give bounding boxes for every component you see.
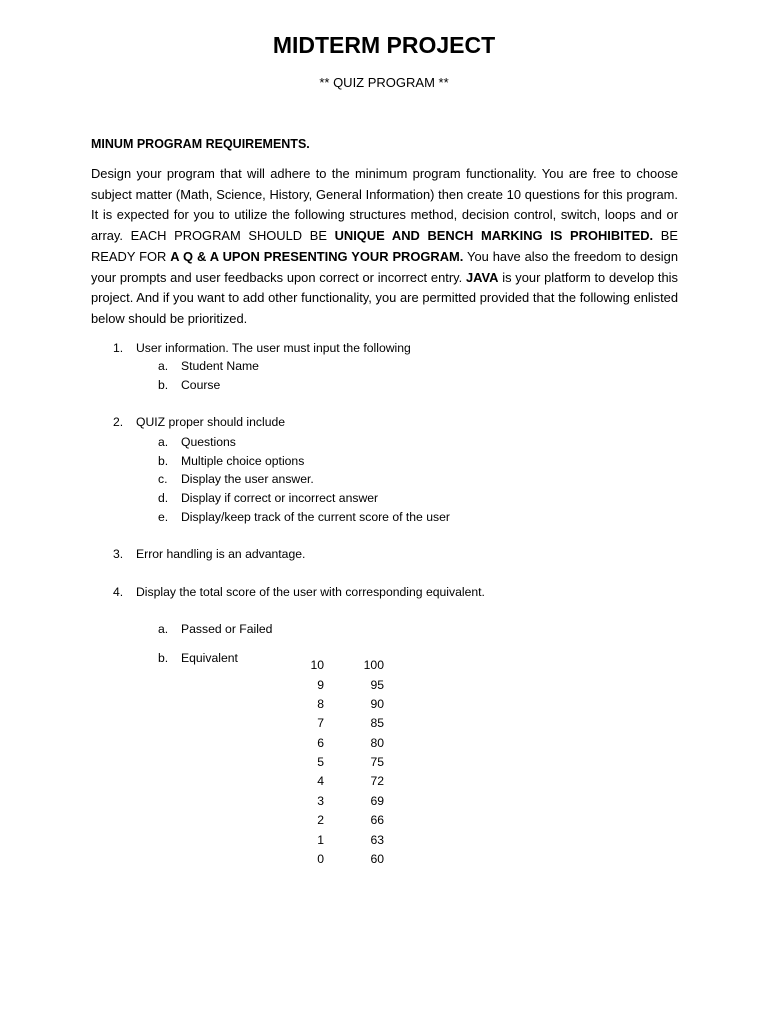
table-cell-equivalent: 63 (370, 833, 384, 847)
table-cell-score: 6 (317, 736, 324, 750)
sublist-item-text: Questions (181, 435, 236, 449)
table-cell-equivalent: 100 (363, 658, 384, 672)
table-cell-score: 8 (317, 697, 324, 711)
table-cell-equivalent: 60 (370, 852, 384, 866)
table-cell-score: 1 (317, 833, 324, 847)
sublist-item-marker: a. (158, 435, 169, 449)
sublist-item-text: Student Name (181, 359, 259, 373)
table-cell-score: 5 (317, 755, 324, 769)
table-cell-score: 10 (310, 658, 324, 672)
sublist-item-marker: b. (158, 454, 169, 468)
list-item-text: QUIZ proper should include (136, 415, 286, 429)
sublist-item-text: Multiple choice options (181, 454, 305, 468)
sublist-item-text: Display/keep track of the current score of the user (181, 510, 450, 524)
paragraph-bold-text: JAVA (465, 269, 499, 285)
table-cell-score: 3 (317, 794, 324, 808)
list-item-marker: 2. (113, 415, 124, 429)
paragraph-text: is your platform to develop this project. And if you want to add other functionality, you are permitted provided that the following enlisted below should be prioritized. (91, 269, 678, 326)
sublist-item-marker: a. (158, 622, 169, 636)
paragraph-text: You have also the freedom to design your prompts and user feedbacks upon correct or incorrect entry. (91, 248, 678, 285)
sublist-item-text: Passed or Failed (181, 622, 273, 636)
list-item-text: User information. The user must input the following (136, 341, 411, 355)
list-item-text: Error handling is an advantage. (136, 547, 306, 561)
page-subtitle: ** QUIZ PROGRAM ** (319, 75, 449, 90)
table-cell-equivalent: 75 (370, 755, 384, 769)
sublist-item-marker: c. (158, 472, 168, 486)
page-title: MIDTERM PROJECT (272, 32, 496, 58)
table-cell-equivalent: 69 (370, 794, 384, 808)
sublist-item-marker: b. (158, 651, 169, 665)
table-cell-equivalent: 66 (370, 813, 384, 827)
requirements-heading: MINUM PROGRAM REQUIREMENTS. (91, 137, 310, 151)
sublist-item-marker: e. (158, 510, 169, 524)
table-cell-score: 9 (317, 678, 324, 692)
table-cell-equivalent: 95 (370, 678, 384, 692)
requirements-paragraph (91, 164, 678, 330)
table-cell-score: 2 (317, 813, 324, 827)
paragraph-bold-text: UNIQUE AND BENCH MARKING IS PROHIBITED. (334, 228, 654, 244)
sublist-item-text: Display if correct or incorrect answer (181, 491, 379, 505)
sublist-item-marker: d. (158, 491, 169, 505)
sublist-item-marker: b. (158, 378, 169, 392)
sublist-item-text: Display the user answer. (181, 472, 314, 486)
table-cell-score: 7 (317, 716, 324, 730)
table-cell-score: 4 (317, 774, 324, 788)
paragraph-text: Design your program that will adhere to the minimum program functionality. You are free to choose subject matter (Math, Science, History, General Information) then create 10 questions for this program. It is expected for you to utilize the following structures method, decision control, switch, loops and or array. EACH PROGRAM SHOULD BE (91, 166, 678, 244)
table-cell-equivalent: 90 (370, 697, 384, 711)
sublist-item-marker: a. (158, 359, 169, 373)
table-cell-equivalent: 72 (370, 774, 384, 788)
list-item-text: Display the total score of the user with corresponding equivalent. (136, 585, 485, 599)
list-item-marker: 1. (113, 341, 124, 355)
paragraph-text: BE READY FOR (91, 228, 678, 264)
list-item-marker: 3. (113, 547, 124, 561)
paragraph-bold-text: A Q & A UPON PRESENTING YOUR PROGRAM. (170, 248, 464, 264)
list-item-marker: 4. (113, 585, 124, 599)
table-cell-score: 0 (317, 852, 324, 866)
table-cell-equivalent: 80 (370, 736, 384, 750)
table-cell-equivalent: 85 (370, 716, 384, 730)
sublist-item-text: Course (181, 378, 221, 392)
sublist-item-text: Equivalent (181, 651, 238, 665)
